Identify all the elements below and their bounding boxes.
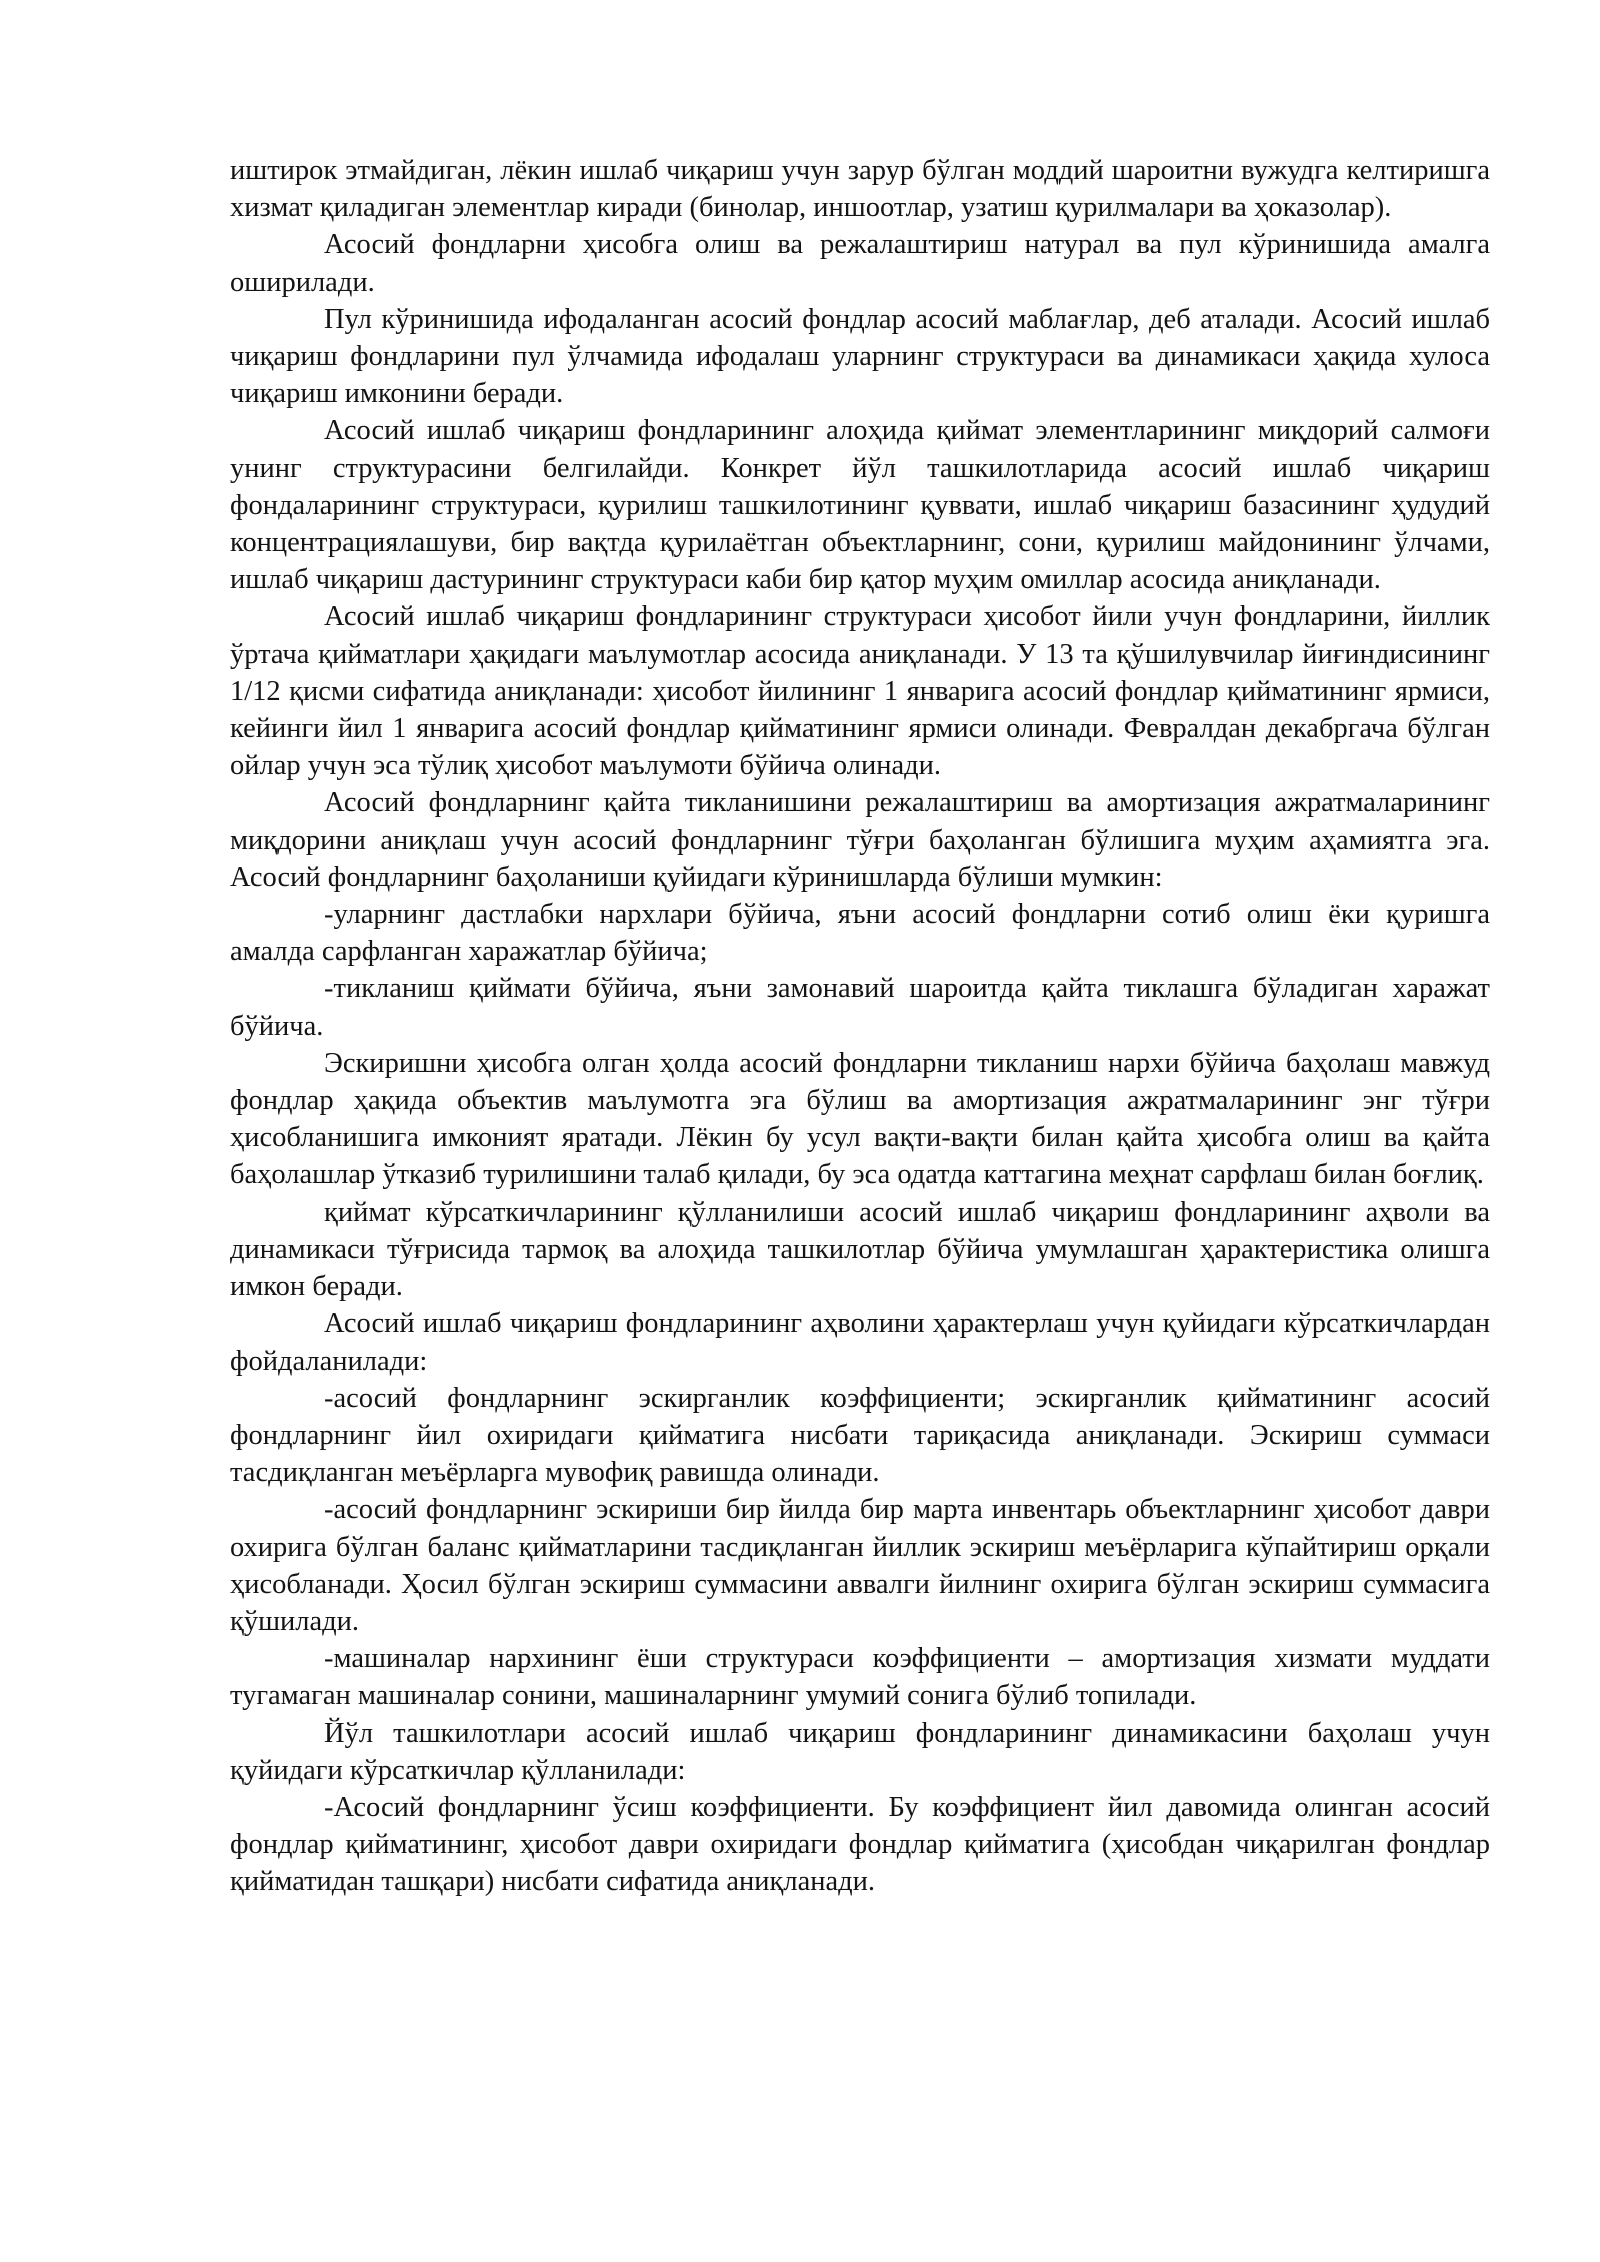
document-body — [230, 152, 1490, 1901]
paragraph: Пул кўринишида ифодаланган асосий фондлар асосий маблағлар, деб аталади. Асосий ишлаб чиқариш фондларини пул ўлчамида ифодалаш уларнинг структураси ва динамикаси ҳақида хулоса чиқариш имконини беради. — [230, 303, 1490, 410]
list-item: -асосий фондларнинг эскириши бир йилда бир марта инвентарь объектларнинг ҳисобот даври охирига бўлган баланс қийматларини тасдиқланган йиллик эскириш меъёрларига кўпайтириш орқали ҳисобланади. Ҳосил бўлган эскириш суммасини аввалги йилнинг охирига бўлган эскириш суммасига қўшилади. — [230, 1494, 1490, 1637]
paragraph: Йўл ташкилотлари асосий ишлаб чиқариш фондларининг динамикасини баҳолаш учун қуйидаги кўрсаткичлар қўлланилади: — [230, 1717, 1490, 1786]
paragraph: Асосий ишлаб чиқариш фондларининг аҳволини ҳарактерлаш учун қуйидаги кўрсаткичлардан фойдаланилади: — [230, 1308, 1490, 1377]
list-item: -уларнинг дастлабки нархлари бўйича, яъни асосий фондларни сотиб олиш ёки қуришга амалда сарфланган харажатлар бўйича; — [230, 899, 1490, 968]
list-item: -Асосий фондларнинг ўсиш коэффициенти. Бу коэффициент йил давомида олинган асосий фондлар қийматининг, ҳисобот даври охиридаги фондлар қийматига (ҳисобдан чиқарилган фондлар қийматидан ташқари) нисбати сифатида аниқланади. — [230, 1791, 1490, 1898]
paragraph: Асосий ишлаб чиқариш фондларининг структураси ҳисобот йили учун фондларини, йиллик ўртача қийматлари ҳақидаги маълумотлар асосида аниқланади. У 13 та қўшилувчилар йиғиндисининг 1/12 қисми сифатида аниқланади: ҳисобот йилининг 1 январига асосий фондлар қийматининг ярмиси, кейинги йил 1 январига асосий фондлар қийматининг ярмиси олинади. Февралдан декабргача бўлган ойлар учун эса тўлиқ ҳисобот маълумоти бўйича олинади. — [230, 601, 1490, 782]
paragraph: Асосий фондларнинг қайта тикланишини режалаштириш ва амортизация ажратмаларининг миқдорини аниқлаш учун асосий фондларнинг тўғри баҳоланган бўлишига муҳим аҳамиятга эга. Асосий фондларнинг баҳоланиши қуйидаги кўринишларда бўлиши мумкин: — [230, 787, 1490, 893]
list-item: -асосий фондларнинг эскирганлик коэффициенти; эскирганлик қийматининг асосий фондларнинг йил охиридаги қийматига нисбати тариқасида аниқланади. Эскириш суммаси тасдиқланган меъёрларга мувофиқ равишда олинади. — [230, 1382, 1490, 1489]
paragraph: Асосий фондларни ҳисобга олиш ва режалаштириш натурал ва пул кўринишида амалга оширилади. — [230, 229, 1490, 298]
paragraph: Эскиришни ҳисобга олган ҳолда асосий фондларни тикланиш нархи бўйича баҳолаш мавжуд фондлар ҳақида объектив маълумотга эга бўлиш ва амортизация ажратмаларининг энг тўғри ҳисобланишига имконият яратади. Лёкин бу усул вақти-вақти билан қайта ҳисобга олиш ва қайта баҳолашлар ўтказиб турилишини талаб қилади, бу эса одатда каттагина меҳнат сарфлаш билан боғлиқ. — [230, 1047, 1490, 1191]
paragraph: қиймат кўрсаткичларининг қўлланилиши асосий ишлаб чиқариш фондларининг аҳволи ва динамикаси тўғрисида тармоқ ва алоҳида ташкилотлар бўйича умумлашган ҳарактеристика олишга имкон беради. — [230, 1196, 1490, 1303]
paragraph: иштирок этмайдиган, лёкин ишлаб чиқариш учун зарур бўлган моддий шароитни вужудга келтиришга хизмат қиладиган элементлар киради (бинолар, иншоотлар, узатиш қурилмалари ва ҳоказолар). — [230, 155, 1490, 224]
list-item: -машиналар нархининг ёши структураси коэффициенти – амортизация хизмати муддати тугамаган машиналар сонини, машиналарнинг умумий сонига бўлиб топилади. — [230, 1643, 1490, 1712]
paragraph: Асосий ишлаб чиқариш фондларининг алоҳида қиймат элементларининг миқдорий салмоғи унинг структурасини белгилайди. Конкрет йўл ташкилотларида асосий ишлаб чиқариш фондаларининг структураси, қурилиш ташкилотининг қуввати, ишлаб чиқариш базасининг ҳудудий концентрациялашуви, бир вақтда қурилаётган объектларнинг, сони, қурилиш майдонининг ўлчами, ишлаб чиқариш дастурининг структураси каби бир қатор муҳим омиллар асосида аниқланади. — [230, 415, 1490, 596]
list-item: -тикланиш қиймати бўйича, яъни замонавий шароитда қайта тиклашга бўладиган харажат бўйича. — [230, 973, 1490, 1042]
